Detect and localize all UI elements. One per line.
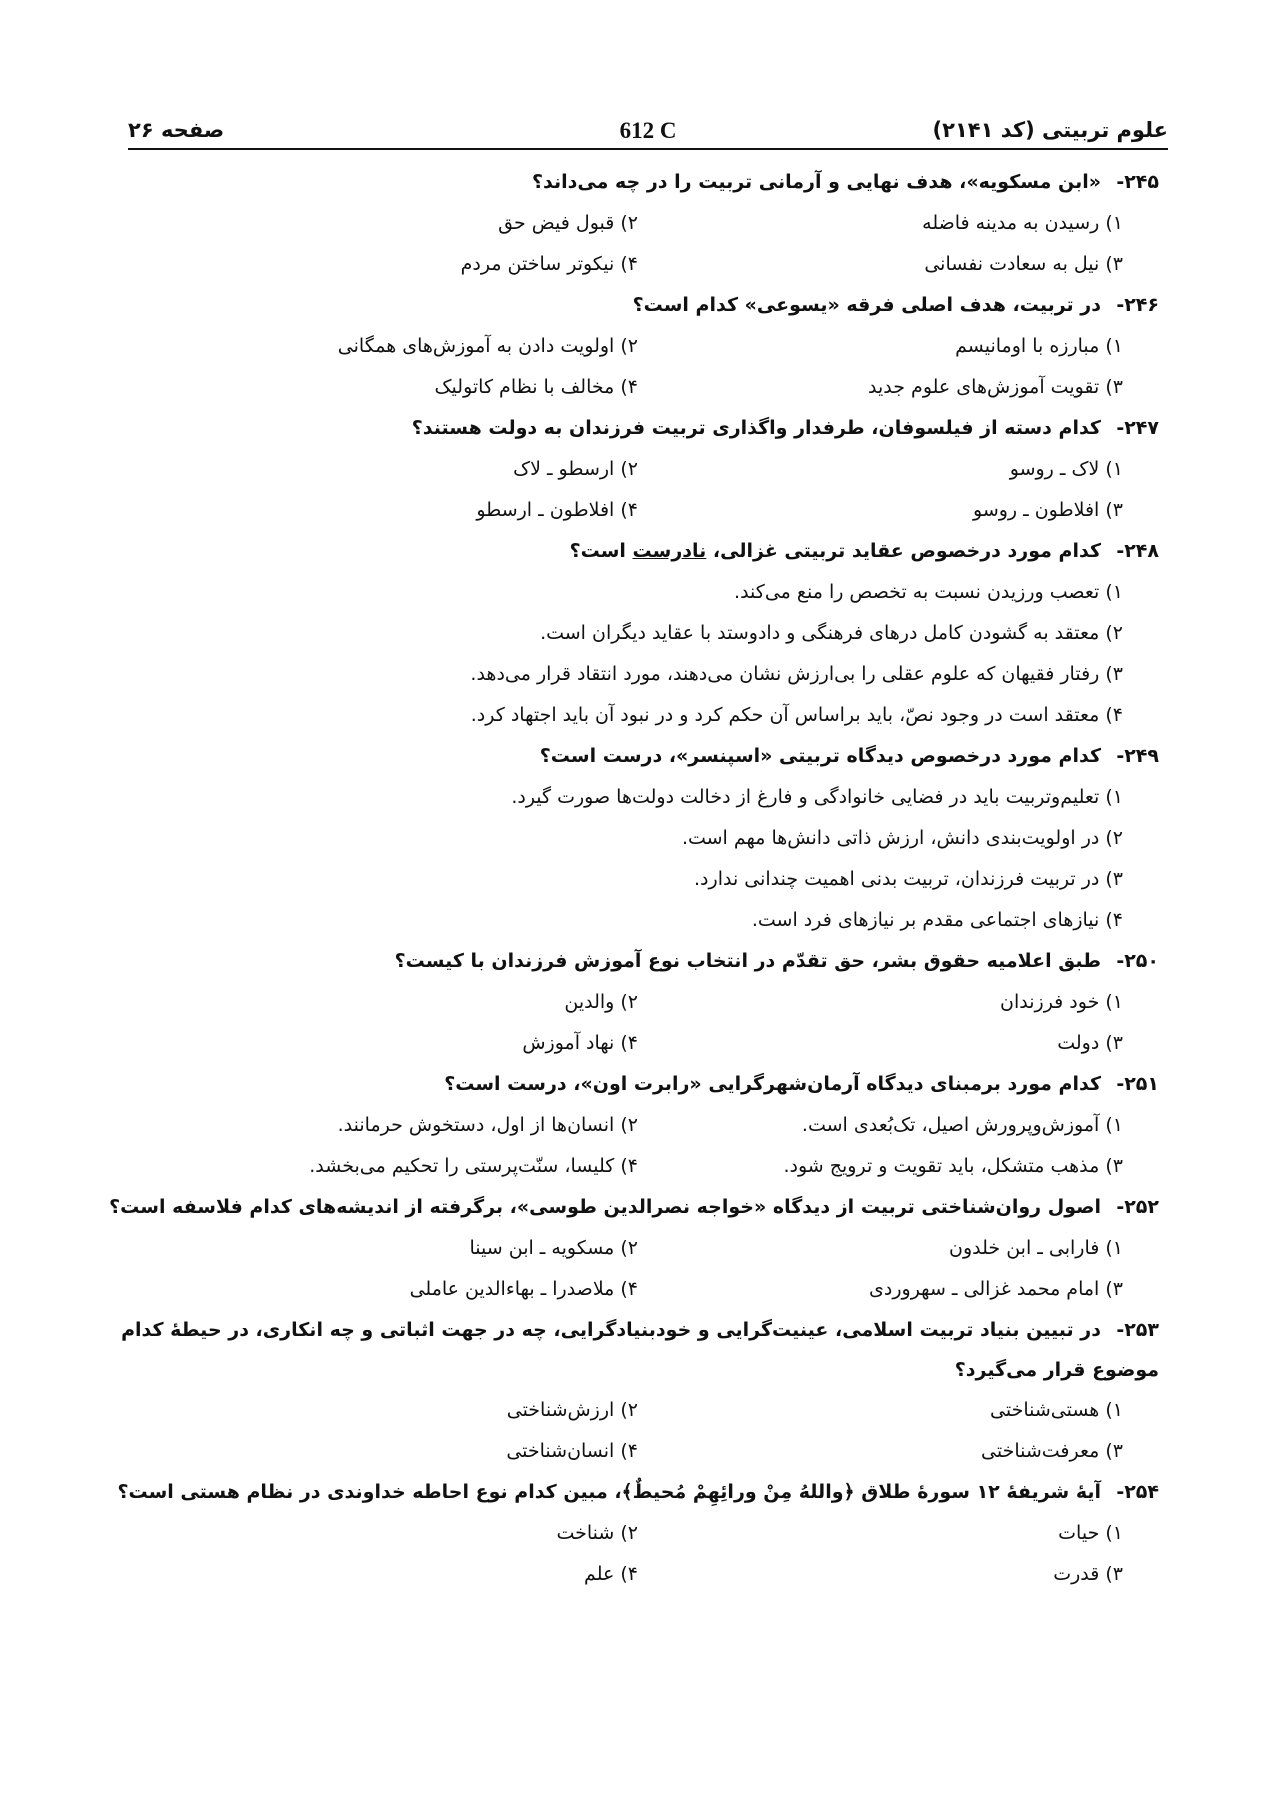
option-3: ۳) قدرت xyxy=(1053,1563,1123,1585)
question-number: ۲۴۹- xyxy=(1116,745,1159,767)
option-2: ۲) در اولویت‌بندی دانش، ارزش ذاتی دانش‌ها مهم است. xyxy=(681,827,1123,849)
question-text: کدام مورد درخصوص عقاید تربیتی غزالی، xyxy=(706,540,1101,562)
option-3: ۳) در تربیت فرزندان، تربیت بدنی اهمیت چندانی ندارد. xyxy=(694,868,1123,890)
option-3: ۳) امام محمد غزالی ـ سهروردی xyxy=(869,1278,1123,1300)
option-3: ۳) رفتار فقیهان که علوم عقلی را بی‌ارزش نشان می‌دهند، مورد انتقاد قرار می‌دهد. xyxy=(470,663,1123,685)
options-grid xyxy=(114,203,1159,285)
booklet-code: 612 C xyxy=(619,118,677,143)
option-2: ۲) والدین xyxy=(564,991,638,1013)
option-4: ۴) علم xyxy=(584,1563,638,1585)
question-254 xyxy=(114,1472,1159,1595)
page-header xyxy=(128,112,1168,150)
option-2: ۲) قبول فیض حق xyxy=(498,212,638,234)
question-text: اصول روان‌شناختی تربیت از دیدگاه «خواجه نصرالدین طوسی»، برگرفته از اندیشه‌های کدام فلاسفه است؟ xyxy=(109,1196,1101,1218)
question-stem xyxy=(114,285,1159,326)
option-3: ۳) تقویت آموزش‌های علوم جدید xyxy=(868,376,1123,398)
option-4: ۴) کلیسا، سنّت‌پرستی را تحکیم می‌بخشد. xyxy=(309,1155,638,1177)
options-grid xyxy=(114,1105,1159,1187)
question-number: ۲۴۵- xyxy=(1116,171,1159,193)
question-text: «ابن مسکویه»، هدف نهایی و آرمانی تربیت را در چه می‌داند؟ xyxy=(532,171,1101,193)
option-2: ۲) معتقد به گشودن کامل درهای فرهنگی و دادوستد با عقاید دیگران است. xyxy=(540,622,1123,644)
question-252 xyxy=(109,1187,1159,1310)
question-248 xyxy=(114,531,1159,736)
question-stem xyxy=(114,736,1159,777)
question-text: کدام دسته از فیلسوفان، طرفدار واگذاری تربیت فرزندان به دولت هستند؟ xyxy=(411,417,1101,439)
question-number: ۲۵۰- xyxy=(1116,950,1159,972)
question-249 xyxy=(114,736,1159,941)
question-stem xyxy=(114,162,1159,203)
question-number: ۲۴۶- xyxy=(1116,294,1159,316)
option-1: ۱) هستی‌شناختی xyxy=(990,1399,1123,1421)
question-stem xyxy=(109,1187,1159,1228)
question-246 xyxy=(114,285,1159,408)
question-text: کدام مورد درخصوص دیدگاه تربیتی «اسپنسر»، درست است؟ xyxy=(539,745,1101,767)
question-number: ۲۴۷- xyxy=(1116,417,1159,439)
option-4: ۴) ملاصدرا ـ بهاءالدین عاملی xyxy=(409,1278,638,1300)
option-1: ۱) فارابی ـ ابن خلدون xyxy=(949,1237,1123,1259)
option-3: ۳) افلاطون ـ روسو xyxy=(973,499,1123,521)
subject-title: علوم تربیتی (کد ۲۱۴۱) xyxy=(932,118,1168,142)
option-4: ۴) انسان‌شناختی xyxy=(506,1440,638,1462)
option-2: ۲) شناخت xyxy=(556,1522,638,1544)
questions-list xyxy=(109,162,1159,1595)
question-text: طبق اعلامیه حقوق بشر، حق تقدّم در انتخاب نوع آموزش فرزندان با کیست؟ xyxy=(394,950,1101,972)
page-number: صفحه ۲۶ xyxy=(128,118,225,142)
question-247 xyxy=(114,408,1159,531)
option-4: ۴) مخالف با نظام کاتولیک xyxy=(434,376,638,398)
option-1: ۱) تعصب ورزیدن نسبت به تخصص را منع می‌کند. xyxy=(734,581,1123,603)
option-1: ۱) تعلیم‌وتربیت باید در فضایی خانوادگی و فارغ از دخالت دولت‌ها صورت گیرد. xyxy=(511,786,1123,808)
options-grid xyxy=(114,449,1159,531)
question-251 xyxy=(114,1064,1159,1187)
question-text: در تبیین بنیاد تربیت اسلامی، عینیت‌گرایی و خودبنیادگرایی، چه در جهت اثباتی و چه انکاری، در حیطهٔ کدام موضوع قرار می‌گیرد؟ xyxy=(121,1319,1159,1381)
option-1: ۱) حیات xyxy=(1058,1522,1123,1544)
negation-word: نادرست xyxy=(632,540,707,562)
question-number: ۲۴۸- xyxy=(1116,540,1159,562)
option-1: ۱) رسیدن به مدینه فاضله xyxy=(922,212,1123,234)
question-stem xyxy=(114,1064,1159,1105)
option-2: ۲) اولویت دادن به آموزش‌های همگانی xyxy=(337,335,638,357)
option-4: ۴) معتقد است در وجود نصّ، باید براساس آن حکم کرد و در نبود آن باید اجتهاد کرد. xyxy=(470,704,1123,726)
question-text: در تربیت، هدف اصلی فرقه «یسوعی» کدام است؟ xyxy=(632,294,1101,316)
question-stem xyxy=(114,408,1159,449)
question-250 xyxy=(114,941,1159,1064)
options-grid xyxy=(114,1390,1159,1472)
options-grid xyxy=(114,1513,1159,1595)
options-grid xyxy=(114,1228,1159,1310)
question-stem xyxy=(114,1310,1159,1390)
option-3: ۳) مذهب متشکل، باید تقویت و ترویج شود. xyxy=(783,1155,1123,1177)
option-4: ۴) نیکوتر ساختن مردم xyxy=(460,253,638,275)
option-3: ۳) معرفت‌شناختی xyxy=(981,1440,1123,1462)
question-253 xyxy=(114,1310,1159,1472)
question-number: ۲۵۴- xyxy=(1116,1481,1159,1503)
question-stem xyxy=(114,531,1159,572)
option-2: ۲) ارزش‌شناختی xyxy=(506,1399,638,1421)
option-2: ۲) مسکویه ـ ابن سینا xyxy=(469,1237,638,1259)
option-1: ۱) خود فرزندان xyxy=(1000,991,1123,1013)
options-grid xyxy=(114,982,1159,1064)
question-number: ۲۵۲- xyxy=(1116,1196,1159,1218)
option-3: ۳) نیل به سعادت نفسانی xyxy=(924,253,1123,275)
question-text: آیهٔ شریفهٔ ۱۲ سورهٔ طلاق ﴿واللهُ مِنْ ورائِهِمْ مُحیطٌ﴾، مبین کدام نوع احاطه خداوندی در نظام هستی است؟ xyxy=(117,1481,1101,1503)
option-2: ۲) ارسطو ـ لاک xyxy=(513,458,638,480)
option-1: ۱) آموزش‌وپرورش اصیل، تک‌بُعدی است. xyxy=(801,1114,1123,1136)
option-4: ۴) افلاطون ـ ارسطو xyxy=(476,499,638,521)
question-text-end: است؟ xyxy=(569,540,633,562)
question-stem xyxy=(114,1472,1159,1513)
option-3: ۳) دولت xyxy=(1057,1032,1123,1054)
question-stem xyxy=(114,941,1159,982)
option-1: ۱) لاک ـ روسو xyxy=(1009,458,1123,480)
question-number: ۲۵۱- xyxy=(1116,1073,1159,1095)
option-1: ۱) مبارزه با اومانیسم xyxy=(955,335,1123,357)
option-4: ۴) نهاد آموزش xyxy=(522,1032,638,1054)
question-text: کدام مورد برمبنای دیدگاه آرمان‌شهرگرایی «رابرت اون»، درست است؟ xyxy=(444,1073,1101,1095)
option-4: ۴) نیازهای اجتماعی مقدم بر نیازهای فرد است. xyxy=(751,909,1123,931)
question-number: ۲۵۳- xyxy=(1116,1319,1159,1341)
question-245 xyxy=(114,162,1159,285)
options-grid xyxy=(114,326,1159,408)
option-2: ۲) انسان‌ها از اول، دستخوش حرمانند. xyxy=(337,1114,638,1136)
